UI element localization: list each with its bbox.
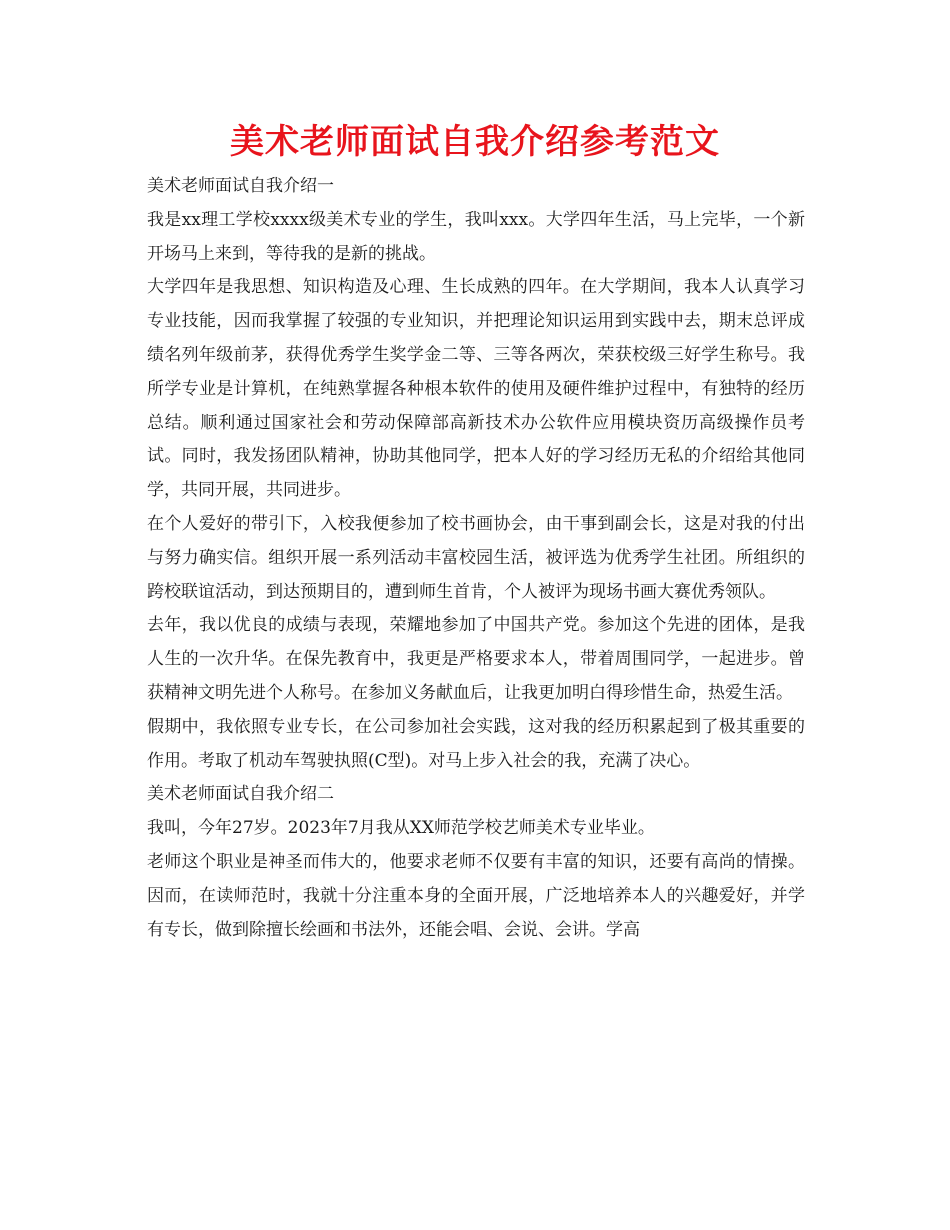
document-body (147, 170, 805, 947)
section-heading: 美术老师面试自我介绍一 (147, 176, 334, 196)
body-paragraph: 在个人爱好的带引下，入校我便参加了校书画协会，由干事到副会长，这是对我的付出与努力确实信。组织开展一系列活动丰富校园生活，被评选为优秀学生社团。所组织的跨校联谊活动，到达预期目的，遭到师生首肯，个人被评为现场书画大赛优秀领队。 (147, 513, 805, 602)
section-heading: 美术老师面试自我介绍二 (147, 784, 334, 805)
body-paragraph: 我叫，今年27岁。2023年7月我从XX师范学校艺师美术专业毕业。 (147, 818, 655, 839)
document-title: 美术老师面试自我介绍参考范文 (230, 122, 720, 162)
body-paragraph: 去年，我以优良的成绩与表现，荣耀地参加了中国共产党。参加这个先进的团体，是我人生的一次升华。在保先教育中，我更是严格要求本人，带着周围同学，一起进步。曾获精神文明先进个人称号。在参加义务献血后，让我更加明白得珍惜生命，热爱生活。 (147, 615, 805, 703)
body-paragraph: 老师这个职业是神圣而伟大的，他要求老师不仅要有丰富的知识，还要有高尚的情操。因而，在读师范时，我就十分注重本身的全面开展，广泛地培养本人的兴趣爱好，并学有专长，做到除擅长绘画和书法外，还能会唱、会说、会讲。学高 (147, 851, 805, 940)
body-paragraph: 假期中，我依照专业专长，在公司参加社会实践，这对我的经历积累起到了极其重要的作用。考取了机动车驾驶执照(C型)。对马上步入社会的我，充满了决心。 (147, 716, 805, 771)
body-paragraph: 大学四年是我思想、知识构造及心理、生长成熟的四年。在大学期间，我本人认真学习专业技能，因而我掌握了较强的专业知识，并把理论知识运用到实践中去，期末总评成绩名列年级前茅，获得优秀学生奖学金二等、三等各两次，荣获校级三好学生称号。我所学专业是计算机，在纯熟掌握各种根本软件的使用及硬件维护过程中，有独特的经历总结。顺利通过国家社会和劳动保障部高新技术办公软件应用模块资历高级操作员考试。同时，我发扬团队精神，协助其他同学，把本人好的学习经历无私的介绍给其他同学，共同开展，共同进步。 (147, 277, 805, 501)
body-paragraph: 我是xx理工学校xxxx级美术专业的学生，我叫xxx。大学四年生活，马上完毕，一个新开场马上来到，等待我的是新的挑战。 (147, 209, 805, 264)
